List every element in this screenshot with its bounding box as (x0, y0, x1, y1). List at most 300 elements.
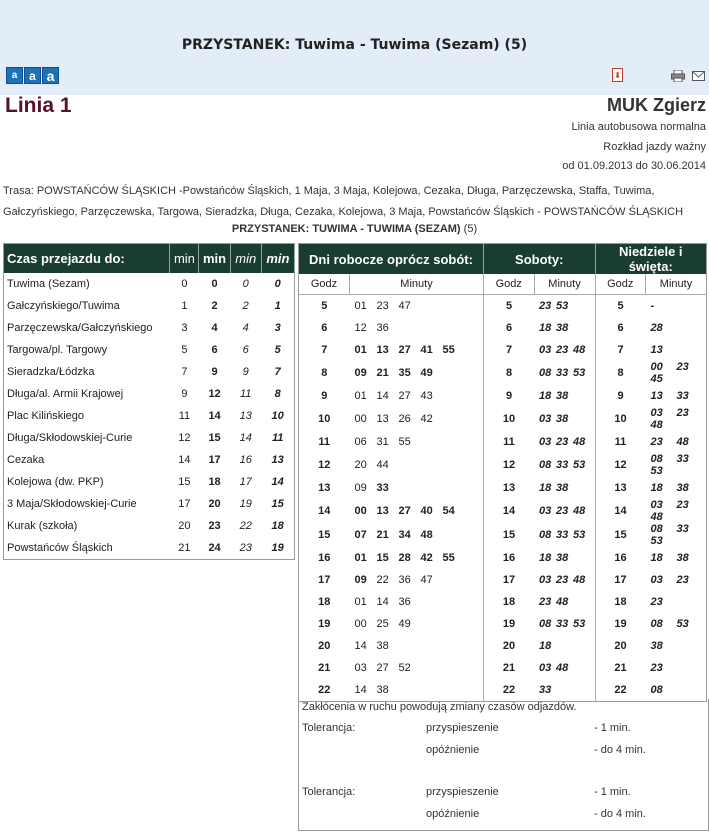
saturday-minute: 03 (539, 574, 552, 586)
weekday-hour: 17 (318, 574, 331, 586)
weekday-minute: 09 (354, 367, 367, 379)
travel-stop-name: Kurak (szkoła) (7, 520, 78, 532)
travel-min-1: 15 (178, 476, 191, 488)
weekday-minute: 27 (398, 344, 411, 356)
sunday-minutes (646, 591, 707, 613)
weekday-minutes (350, 385, 484, 407)
weekday-minutes (350, 339, 484, 361)
speedup-value-2: - 1 min. (594, 786, 631, 798)
sunday-header: Niedziele i święta: (595, 244, 707, 275)
travel-min-2: 4 (211, 322, 218, 334)
sunday-minutes (646, 453, 707, 477)
stop-heading-name: PRZYSTANEK: TUWIMA - TUWIMA (SEZAM) (231, 223, 461, 235)
weekday-minutes (350, 547, 484, 569)
saturday-minute: 48 (573, 505, 586, 517)
saturday-minutes (534, 477, 595, 499)
pdf-icon[interactable]: ⬇ (612, 68, 623, 82)
travel-min-1: 14 (178, 454, 191, 466)
print-icon[interactable] (671, 70, 685, 82)
travel-min-1: 0 (181, 278, 188, 290)
route-description (3, 181, 703, 223)
saturday-minute: 03 (539, 413, 552, 425)
saturday-minute: 18 (539, 322, 552, 334)
travel-header: Czas przejazdu do: (4, 244, 170, 274)
sunday-minutes (646, 523, 707, 547)
sunday-hour: 11 (614, 436, 627, 448)
weekday-hour: 16 (318, 552, 331, 564)
travel-stop-name: Tuwima (Sezam) (7, 278, 90, 290)
saturday-minutes (534, 361, 595, 385)
schedule-row (299, 591, 707, 613)
weekday-minute: 01 (354, 596, 367, 608)
sunday-minute: 00 (650, 361, 663, 373)
weekday-minute: 31 (376, 436, 389, 448)
weekday-minute: 15 (376, 552, 389, 564)
saturday-minute: 08 (539, 367, 552, 379)
sunday-minute: 08 (650, 684, 663, 696)
weekday-minute: 25 (376, 618, 389, 630)
saturday-hour: 12 (502, 459, 516, 471)
weekday-hour: 11 (318, 436, 331, 448)
travel-min-1: 11 (178, 410, 191, 422)
weekday-hour: 15 (318, 529, 331, 541)
weekday-minute: 55 (442, 552, 455, 564)
travel-col-min-3: min (230, 244, 261, 274)
weekday-minute: 13 (376, 505, 389, 517)
travel-min-4: 10 (271, 410, 284, 422)
line-type: Linia autobusowa normalna (571, 121, 706, 133)
weekday-minutes (350, 613, 484, 635)
sunday-minute: 08 (650, 523, 663, 535)
travel-min-3: 17 (239, 476, 252, 488)
travel-min-3: 4 (242, 322, 249, 334)
weekday-minute: 52 (398, 662, 411, 674)
weekday-minute: 00 (354, 505, 367, 517)
weekday-minute: 21 (376, 367, 389, 379)
sunday-minute: 23 (676, 499, 689, 511)
weekday-minute: 35 (398, 367, 411, 379)
sunday-minutes (646, 407, 707, 431)
schedule-row (299, 385, 707, 407)
weekday-minute: 09 (354, 574, 367, 586)
sunday-minute: 28 (650, 322, 663, 334)
weekday-minute: 13 (376, 344, 389, 356)
schedule-row (299, 295, 707, 318)
weekday-minute: 36 (376, 322, 389, 334)
travel-min-4: 14 (271, 476, 284, 488)
travel-min-3: 13 (239, 410, 252, 422)
travel-row (4, 427, 295, 449)
saturday-minute: 08 (539, 459, 552, 471)
departure-schedule-table (298, 243, 707, 702)
travel-row (4, 361, 295, 383)
saturday-minutes (534, 613, 595, 635)
delay-label-2: opóźnienie (426, 808, 480, 820)
schedule-row (299, 407, 707, 431)
sunday-minutes (646, 385, 707, 407)
schedule-row (299, 431, 707, 453)
saturday-minute: 33 (556, 529, 569, 541)
weekday-minute: 13 (376, 413, 389, 425)
weekday-minute: 27 (398, 390, 411, 402)
sunday-minutes (646, 657, 707, 679)
sunday-hour: 5 (617, 300, 624, 312)
weekday-minute: 33 (376, 482, 389, 494)
travel-min-2: 20 (208, 498, 221, 510)
sunday-minute: 53 (676, 618, 689, 630)
travel-min-1: 17 (178, 498, 191, 510)
saturday-hour: 9 (505, 390, 513, 402)
weekday-hour: 19 (318, 618, 331, 630)
saturday-minute: 23 (556, 505, 569, 517)
saturday-minute: 23 (556, 436, 569, 448)
travel-min-4: 0 (274, 278, 281, 290)
weekday-minute: 27 (376, 662, 389, 674)
saturday-minutes (534, 295, 595, 318)
travel-min-4: 15 (271, 498, 284, 510)
travel-min-1: 21 (178, 542, 191, 554)
saturday-hour: 10 (502, 413, 516, 425)
weekday-minute: 22 (376, 574, 389, 586)
travel-row (4, 515, 295, 537)
saturday-hour: 17 (502, 574, 516, 586)
weekday-minutes (350, 407, 484, 431)
travel-col-min-1: min (170, 244, 199, 274)
weekday-minutes (350, 591, 484, 613)
saturday-minute: 08 (539, 529, 552, 541)
weekday-minute: 20 (354, 459, 367, 471)
weekday-minute: 38 (376, 640, 389, 652)
weekday-minute: 48 (420, 529, 433, 541)
weekday-minutes (350, 499, 484, 523)
schedule-row (299, 635, 707, 657)
weekday-minutes (350, 657, 484, 679)
weekday-minute: 47 (420, 574, 433, 586)
travel-row (4, 449, 295, 471)
saturday-minute: 48 (556, 596, 569, 608)
sunday-minute: 23 (650, 436, 663, 448)
travel-min-1: 5 (181, 344, 188, 356)
saturday-minutes (534, 339, 595, 361)
travel-stop-name: Gałczyńskiego/Tuwima (7, 300, 120, 312)
weekday-minute: 01 (354, 300, 367, 312)
weekday-minutes (350, 295, 484, 318)
saturday-minute: 53 (573, 367, 586, 379)
sunday-minutes (646, 317, 707, 339)
sunday-hour: 12 (614, 459, 627, 471)
saturday-minute: 38 (556, 390, 569, 402)
travel-stop-name: Cezaka (7, 454, 45, 466)
sunday-hour: 14 (614, 505, 627, 517)
line-title: Linia 1 (5, 94, 72, 117)
weekday-minute: 55 (398, 436, 411, 448)
speedup-value-1: - 1 min. (594, 722, 631, 734)
travel-min-1: 7 (181, 366, 188, 378)
weekday-minute: 47 (398, 300, 411, 312)
sunday-minute: 38 (676, 552, 689, 564)
travel-min-2: 18 (208, 476, 221, 488)
weekday-hour: 5 (321, 300, 328, 312)
travel-min-4: 7 (274, 366, 281, 378)
saturday-minutes-col: Minuty (534, 274, 595, 295)
travel-min-3: 6 (242, 344, 249, 356)
weekday-hour: 12 (318, 459, 331, 471)
saturday-minute: 18 (539, 640, 552, 652)
sunday-minute: 23 (676, 361, 689, 373)
sunday-minutes (646, 499, 707, 523)
weekday-minute: 14 (354, 684, 367, 696)
saturday-minutes (534, 317, 595, 339)
font-size-controls (6, 67, 59, 84)
saturday-minute: 33 (556, 459, 569, 471)
weekday-minute: 42 (420, 552, 433, 564)
route-line-1: Trasa: POWSTAŃCÓW ŚLĄSKICH -Powstańców Śląskich, 1 Maja, 3 Maja, Kolejowa, Cezaka, Długa, Parzęczewska, Staffa, Tuwima, (3, 185, 655, 197)
travel-min-1: 20 (178, 520, 191, 532)
saturday-header: Soboty: (484, 244, 596, 275)
schedule-row (299, 569, 707, 591)
weekday-minute: 03 (354, 662, 367, 674)
sunday-hour: 6 (617, 322, 624, 334)
travel-min-4: 11 (271, 432, 284, 444)
weekday-minute: 01 (354, 552, 367, 564)
font-medium-button[interactable]: a (24, 67, 41, 84)
saturday-minute: 38 (556, 413, 569, 425)
saturday-hour: 6 (505, 322, 513, 334)
sunday-minute: 53 (650, 535, 663, 547)
travel-min-3: 23 (239, 542, 252, 554)
weekday-minute: 21 (376, 529, 389, 541)
saturday-minute: 48 (556, 662, 569, 674)
weekday-minute: 01 (354, 344, 367, 356)
font-small-button[interactable]: a (6, 67, 23, 84)
weekday-minute: 38 (376, 684, 389, 696)
travel-col-min-4: min (261, 244, 294, 274)
sunday-minutes (646, 635, 707, 657)
weekday-minutes (350, 431, 484, 453)
weekday-hour: 7 (321, 344, 328, 356)
weekday-minutes (350, 361, 484, 385)
weekday-minute: 44 (376, 459, 389, 471)
sunday-hour: 18 (614, 596, 627, 608)
tolerance-label-1: Tolerancja: (302, 722, 356, 734)
saturday-hour: 15 (502, 529, 516, 541)
schedule-row (299, 499, 707, 523)
sunday-hour-col: Godz (595, 274, 646, 295)
weekday-hour: 14 (318, 505, 331, 517)
sunday-minute: 03 (650, 407, 663, 419)
sunday-hour: 22 (614, 684, 627, 696)
weekday-minute: 28 (398, 552, 411, 564)
sunday-minute: 13 (650, 344, 663, 356)
travel-min-2: 23 (208, 520, 221, 532)
travel-min-4: 1 (274, 300, 281, 312)
saturday-minute: 48 (573, 344, 586, 356)
saturday-hour: 14 (502, 505, 516, 517)
sunday-minute: 38 (650, 640, 663, 652)
delay-value-1: - do 4 min. (594, 744, 646, 756)
travel-min-2: 9 (211, 366, 218, 378)
sunday-minutes (646, 339, 707, 361)
sunday-minutes (646, 361, 707, 385)
travel-row (4, 493, 295, 515)
sunday-minute: 03 (650, 499, 663, 511)
sunday-minutes (646, 431, 707, 453)
saturday-minutes (534, 453, 595, 477)
saturday-minute: 03 (539, 505, 552, 517)
weekday-header: Dni robocze oprócz sobót: (299, 244, 484, 275)
sunday-minute: 45 (650, 373, 663, 385)
operator-name: MUK Zgierz (607, 95, 706, 115)
disruption-note: Zakłócenia w ruchu powodują zmiany czasów odjazdów. (302, 701, 577, 713)
sunday-hour: 13 (614, 482, 627, 494)
travel-stop-name: 3 Maja/Skłodowskiej-Curie (7, 498, 137, 510)
saturday-hour: 5 (505, 300, 513, 312)
travel-row (4, 273, 295, 295)
tolerance-label-2: Tolerancja: (302, 786, 356, 798)
sunday-hour: 7 (617, 344, 624, 356)
weekday-minute: 40 (420, 505, 433, 517)
saturday-hour: 20 (502, 640, 516, 652)
sunday-minute: 23 (676, 407, 689, 419)
saturday-minute: 48 (573, 436, 586, 448)
sunday-minute: 13 (650, 390, 663, 402)
saturday-minutes (534, 431, 595, 453)
travel-row (4, 295, 295, 317)
sunday-minute: 33 (676, 390, 689, 402)
weekday-minute: 49 (398, 618, 411, 630)
saturday-hour: 8 (505, 367, 513, 379)
sunday-minutes (646, 569, 707, 591)
weekday-minute: 34 (398, 529, 411, 541)
weekday-hour: 20 (318, 640, 331, 652)
travel-min-3: 16 (239, 454, 252, 466)
sunday-hour: 21 (614, 662, 627, 674)
saturday-minute: 03 (539, 662, 552, 674)
font-large-button[interactable]: a (42, 67, 59, 84)
sunday-minute: 23 (650, 662, 663, 674)
weekday-minute: 09 (354, 482, 367, 494)
saturday-hour: 16 (502, 552, 516, 564)
sunday-minutes-col: Minuty (646, 274, 707, 295)
schedule-row (299, 547, 707, 569)
saturday-minute: 23 (539, 596, 552, 608)
travel-min-2: 2 (211, 300, 218, 312)
travel-stop-name: Targowa/pl. Targowy (7, 344, 108, 356)
weekday-hour-col: Godz (299, 274, 350, 295)
stop-heading (0, 223, 709, 235)
travel-min-1: 1 (181, 300, 188, 312)
sunday-hour: 17 (614, 574, 627, 586)
saturday-minutes (534, 523, 595, 547)
sunday-hour: 16 (614, 552, 627, 564)
travel-min-2: 17 (208, 454, 221, 466)
saturday-hour: 22 (502, 684, 516, 696)
travel-min-4: 18 (271, 520, 284, 532)
saturday-minute: 53 (573, 459, 586, 471)
travel-min-3: 9 (242, 366, 249, 378)
delay-label-1: opóźnienie (426, 744, 480, 756)
travel-min-4: 13 (271, 454, 284, 466)
sunday-hour: 20 (614, 640, 627, 652)
schedule-row (299, 657, 707, 679)
saturday-minute: 23 (556, 574, 569, 586)
travel-min-4: 8 (274, 388, 281, 400)
schedule-row (299, 361, 707, 385)
travel-time-table (3, 243, 295, 560)
sunday-minutes (646, 613, 707, 635)
saturday-minute: 33 (556, 618, 569, 630)
weekday-minute: 27 (398, 505, 411, 517)
travel-stop-name: Długa/al. Armii Krajowej (7, 388, 124, 400)
stop-heading-number: (5) (463, 223, 478, 235)
sunday-minute: 33 (676, 523, 689, 535)
valid-period: od 01.09.2013 do 30.06.2014 (562, 160, 706, 172)
timetable-valid-label: Rozkład jazdy ważny (603, 141, 706, 153)
weekday-minute: 42 (420, 413, 433, 425)
saturday-minute: 23 (539, 300, 552, 312)
saturday-minutes (534, 499, 595, 523)
saturday-minute: 33 (556, 367, 569, 379)
weekday-hour: 8 (321, 367, 328, 379)
weekday-minutes (350, 317, 484, 339)
travel-row (4, 317, 295, 339)
weekday-hour: 9 (321, 390, 328, 402)
weekday-minutes (350, 569, 484, 591)
weekday-minutes (350, 635, 484, 657)
weekday-minute: 01 (354, 390, 367, 402)
sunday-minute: 18 (650, 482, 663, 494)
travel-min-1: 3 (181, 322, 188, 334)
speedup-label-1: przyspieszenie (426, 722, 499, 734)
sunday-minute: 48 (650, 511, 663, 523)
saturday-hour: 21 (502, 662, 516, 674)
saturday-minute: 08 (539, 618, 552, 630)
saturday-minute: 18 (539, 390, 552, 402)
weekday-minutes (350, 453, 484, 477)
travel-min-3: 22 (239, 520, 252, 532)
travel-stop-name: Sieradzka/Łódzka (7, 366, 95, 378)
saturday-minute: 48 (573, 574, 586, 586)
travel-min-3: 19 (239, 498, 252, 510)
travel-min-2: 14 (208, 410, 221, 422)
sunday-minute: 03 (650, 574, 663, 586)
saturday-minute: 23 (556, 344, 569, 356)
weekday-minutes (350, 477, 484, 499)
travel-min-3: 0 (242, 278, 249, 290)
sunday-minute: 48 (676, 436, 689, 448)
saturday-minutes (534, 591, 595, 613)
weekday-minute: 00 (354, 413, 367, 425)
sunday-minute: 38 (676, 482, 689, 494)
schedule-row (299, 477, 707, 499)
weekday-minute: 49 (420, 367, 433, 379)
travel-min-1: 9 (181, 388, 188, 400)
saturday-minutes (534, 547, 595, 569)
travel-min-3: 14 (239, 432, 252, 444)
travel-stop-name: Powstańców Śląskich (7, 542, 113, 554)
saturday-minute: 18 (539, 552, 552, 564)
saturday-hour: 19 (502, 618, 516, 630)
weekday-minutes-col: Minuty (350, 274, 484, 295)
travel-min-3: 11 (240, 388, 252, 400)
weekday-minute: 41 (420, 344, 433, 356)
weekday-minute: 23 (376, 300, 389, 312)
mail-icon[interactable] (692, 71, 705, 81)
weekday-hour: 22 (318, 684, 331, 696)
travel-min-4: 5 (274, 344, 281, 356)
travel-stop-name: Parzęczewska/Gałczyńskiego (7, 322, 153, 334)
saturday-minutes (534, 385, 595, 407)
